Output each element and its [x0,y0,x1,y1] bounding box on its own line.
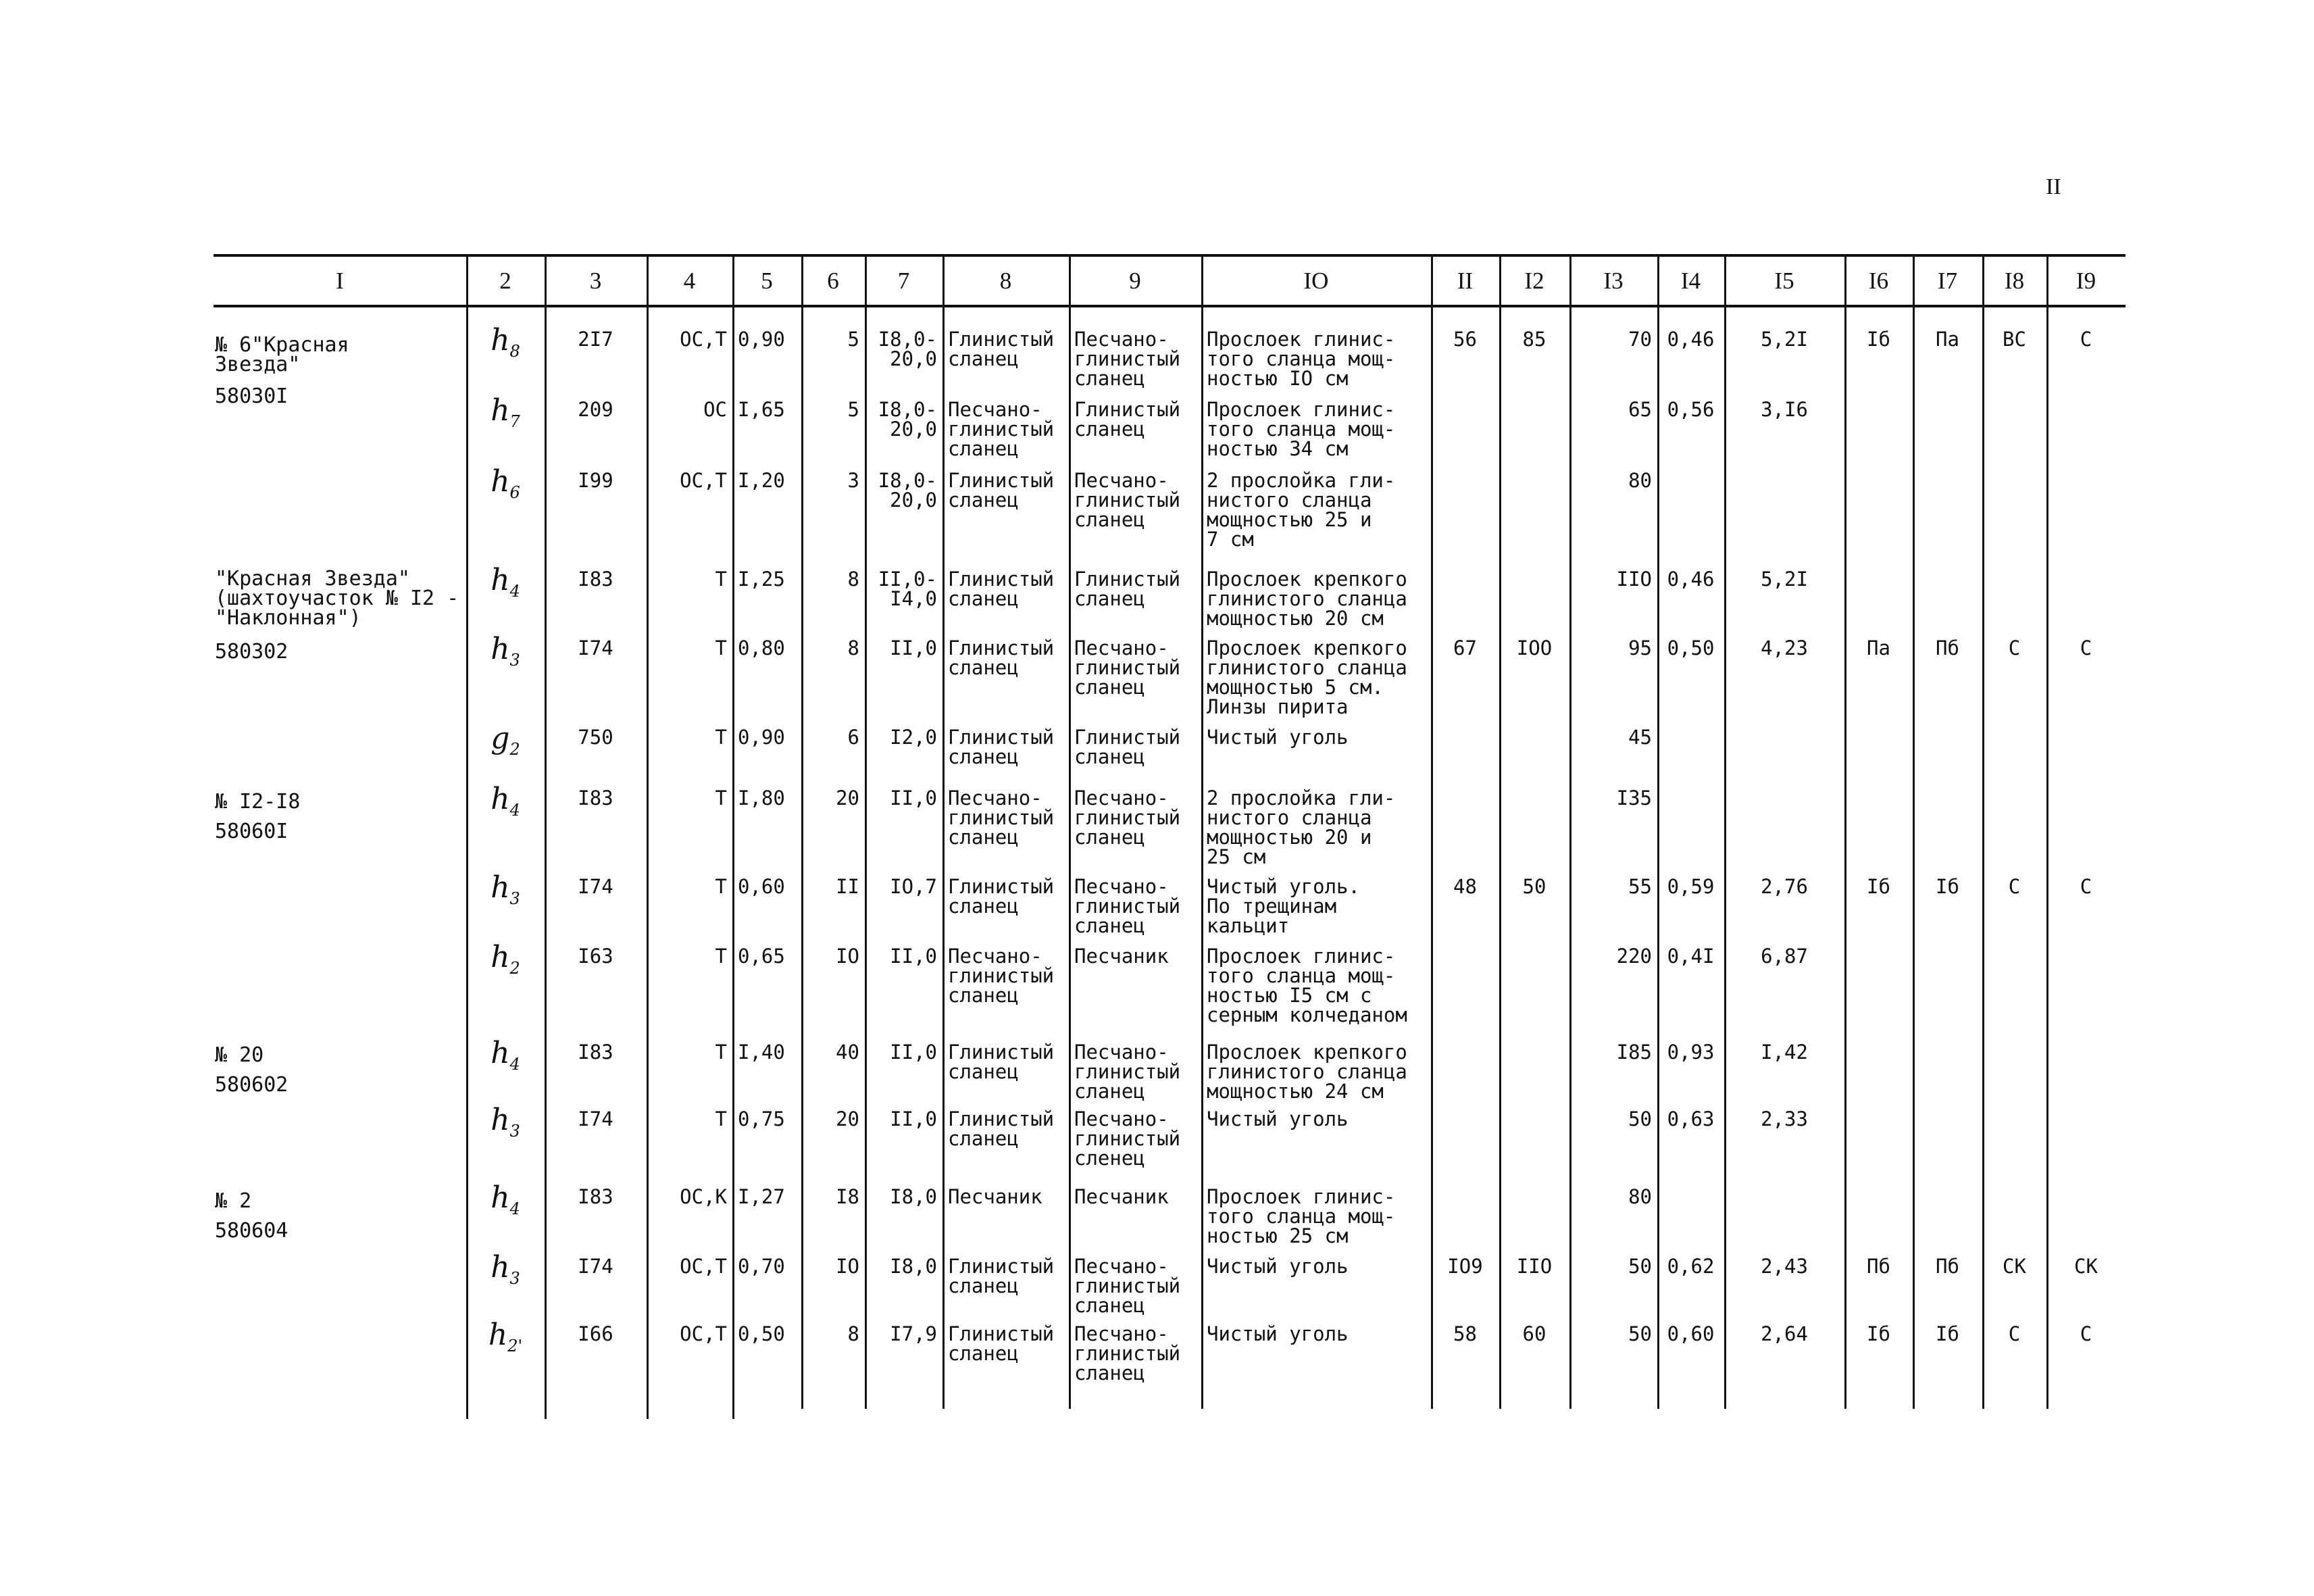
cell-col-10: Чистый уголь [1207,1322,1349,1345]
column-divider [1201,255,1203,1409]
cell-col-10: Прослоек крепкого глинистого сланца мощностью 24 см [1207,1041,1407,1103]
cell-col-8: Глинистый сланец [948,1107,1055,1150]
cell-col-18: ВС [2003,328,2026,351]
column-header-18: I8 [2004,268,2025,294]
seam-index [466,1320,545,1361]
cell-col-16: Па [1867,637,1890,659]
seam-index [466,323,545,366]
cell-col-8: Песчано- глинистый сланец [948,787,1055,849]
cell-col-10: Чистый уголь [1207,726,1349,749]
cell-col-4: ОС,К [680,1185,727,1208]
cell-col-6: IO [836,945,859,968]
cell-col-6: 6 [847,726,859,749]
cell-col-10: Прослоек глинис- того сланца мощ- ностью 25 см [1207,1185,1396,1247]
column-divider [1657,255,1659,1409]
column-divider [545,255,547,1419]
cell-col-11: 58 [1453,1322,1477,1345]
cell-col-4: Т [715,875,727,898]
seam-subscript: 8 [509,341,520,361]
cell-col-13: 50 [1628,1107,1652,1130]
column-divider [942,255,945,1409]
seam-letter: h [491,323,510,357]
column-header-13: I3 [1603,268,1624,294]
cell-col-14: 0,4I [1667,945,1715,968]
column-header-10: IO [1303,268,1329,294]
cell-col-6: 8 [847,637,859,659]
cell-col-19: С [2080,637,2092,659]
seam-subscript: 6 [509,482,520,502]
cell-col-11: 48 [1453,875,1477,898]
cell-col-10: Чистый уголь. По трещинам кальцит [1207,875,1360,937]
cell-col-3: I63 [578,945,613,968]
seam-subscript: 3 [509,1121,520,1141]
seam-index [466,634,545,675]
cell-col-11: IO9 [1447,1255,1483,1278]
seam-subscript: 2 [509,739,520,759]
cell-col-11: 56 [1453,328,1477,351]
column-header-19: I9 [2076,268,2096,294]
cell-col-13: 65 [1628,398,1652,421]
cell-col-6: IO [836,1255,859,1278]
cell-col-16: Пб [1867,1255,1890,1278]
cell-col-5: 0,70 [738,1255,785,1278]
cell-col-8: Глинистый сланец [948,726,1055,768]
cell-col-7: II,0 [890,945,937,968]
cell-col-10: Чистый уголь [1207,1107,1349,1130]
seam-letter: h [491,464,510,499]
column-divider [1724,255,1726,1409]
cell-col-13: 55 [1628,875,1652,898]
seam-subscript: 4 [509,800,520,820]
cell-col-13: 70 [1628,328,1652,351]
seam-subscript: 3 [509,889,520,908]
seam-letter: h [491,1250,510,1285]
cell-col-15: 2,43 [1761,1255,1808,1278]
column-header-3: 3 [589,268,602,294]
cell-col-7: IO,7 [890,875,937,898]
cell-col-14: 0,63 [1667,1107,1715,1130]
cell-col-5: 0,60 [738,875,785,898]
cell-col-13: 220 [1616,945,1652,968]
cell-col-14: 0,46 [1667,328,1715,351]
cell-col-6: 8 [847,568,859,591]
cell-col-7: II,0- I4,0 [878,568,937,610]
cell-col-19: С [2080,875,2092,898]
cell-col-8: Песчано- глинистый сланец [948,945,1055,1007]
cell-col-16: Iб [1867,328,1890,351]
cell-col-12: 50 [1522,875,1546,898]
column-divider [1069,255,1071,1409]
cell-col-13: 80 [1628,469,1652,492]
cell-col-19: СК [2074,1255,2098,1278]
cell-col-4: ОС,Т [680,328,727,351]
cell-col-6: 20 [836,787,859,809]
column-header-16: I6 [1868,268,1889,294]
cell-col-15: 3,I6 [1761,398,1808,421]
cell-col-16: Iб [1867,875,1890,898]
cell-col-9: Песчано- глинистый сленец [1074,1107,1181,1170]
cell-col-3: 2I7 [578,328,613,351]
column-header-1: I [336,268,344,294]
cell-col-6: 5 [847,328,859,351]
cell-col-17: Iб [1936,875,1959,898]
seam-index [466,563,545,606]
cell-col-3: I74 [578,1107,613,1130]
column-divider [1982,255,1984,1409]
cell-col-13: 50 [1628,1255,1652,1278]
column-divider [1569,255,1571,1409]
cell-col-4: ОС,Т [680,469,727,492]
mine-code: 58060I [215,820,288,843]
cell-col-6: 3 [847,469,859,492]
cell-col-8: Глинистый сланец [948,1041,1055,1083]
seam-letter: h [491,1103,510,1137]
column-divider [865,255,867,1409]
cell-col-3: I83 [578,787,613,809]
seam-letter: g [491,721,510,755]
seam-index [466,721,545,764]
cell-col-11: 67 [1453,637,1477,659]
seam-letter: h [491,632,510,666]
column-header-14: I4 [1680,268,1701,294]
seam-index [466,464,545,507]
cell-col-6: 40 [836,1041,859,1064]
cell-col-18: С [2008,637,2021,659]
cell-col-14: 0,62 [1667,1255,1715,1278]
cell-col-13: 95 [1628,637,1652,659]
column-header-7: 7 [897,268,910,294]
cell-col-14: 0,50 [1667,637,1715,659]
cell-col-14: 0,59 [1667,875,1715,898]
cell-col-9: Песчано- глинистый сланец [1074,328,1181,390]
cell-col-17: Пб [1936,637,1959,659]
cell-col-14: 0,46 [1667,568,1715,591]
mine-code: 580602 [215,1073,288,1097]
seam-index [466,1180,545,1224]
cell-col-8: Песчаник [948,1185,1042,1208]
cell-col-5: 0,80 [738,637,785,659]
cell-col-3: 750 [578,726,613,749]
cell-col-18: С [2008,875,2021,898]
cell-col-8: Глинистый сланец [948,469,1055,512]
cell-col-12: IIO [1516,1255,1553,1278]
cell-col-7: I8,0- 20,0 [878,328,937,370]
cell-col-16: Iб [1867,1322,1890,1345]
mine-name: № I2-I8 [215,790,301,814]
cell-col-8: Глинистый сланец [948,568,1055,610]
cell-col-10: Прослоек крепкого глинистого сланца мощностью 5 см. Линзы пирита [1207,637,1407,718]
mine-name: № 6"Красная Звезда" [215,333,349,376]
column-divider [2046,255,2048,1409]
cell-col-9: Глинистый сланец [1074,568,1181,610]
seam-subscript: 2 [509,958,520,978]
cell-col-15: 4,23 [1761,637,1808,659]
cell-col-7: I2,0 [890,726,937,749]
seam-index [466,870,545,914]
column-header-2: 2 [499,268,511,294]
cell-col-5: 0,65 [738,945,785,968]
cell-col-9: Песчано- глинистый сланец [1074,637,1181,699]
cell-col-10: 2 прослойка гли- нистого сланца мощностью 20 и 25 см [1207,787,1396,868]
cell-col-7: II,0 [890,787,937,809]
cell-col-12: 60 [1522,1322,1546,1345]
seam-letter: h [491,782,510,816]
cell-col-8: Глинистый сланец [948,1255,1055,1297]
cell-col-15: 6,87 [1761,945,1808,968]
cell-col-4: Т [715,1107,727,1130]
cell-col-10: Прослоек крепкого глинистого сланца мощностью 20 см [1207,568,1407,630]
cell-col-8: Глинистый сланец [948,1322,1055,1365]
mine-name: № 2 [215,1189,252,1213]
cell-col-13: I85 [1616,1041,1652,1064]
cell-col-9: Песчаник [1074,1185,1169,1208]
cell-col-4: Т [715,726,727,749]
cell-col-3: I66 [578,1322,613,1345]
seam-letter: h [491,393,510,428]
column-divider [1844,255,1846,1409]
cell-col-8: Глинистый сланец [948,637,1055,679]
seam-letter: h [491,563,510,597]
seam-index [466,1105,545,1146]
cell-col-13: 45 [1628,726,1652,749]
cell-col-3: I74 [578,875,613,898]
seam-subscript: 3 [509,650,520,670]
cell-col-19: С [2080,328,2092,351]
cell-col-8: Глинистый сланец [948,875,1055,918]
seam-letter: h [488,1318,508,1352]
cell-col-7: I8,0- 20,0 [878,469,937,512]
cell-col-15: 2,64 [1761,1322,1808,1345]
cell-col-5: I,25 [738,568,785,591]
cell-col-13: 50 [1628,1322,1652,1345]
cell-col-3: I83 [578,1185,613,1208]
column-divider [1499,255,1501,1409]
cell-col-15: 5,2I [1761,568,1808,591]
cell-col-12: IOO [1516,637,1553,659]
cell-col-9: Глинистый сланец [1074,726,1181,768]
cell-col-9: Глинистый сланец [1074,398,1181,441]
mine-code: 58030I [215,384,288,408]
cell-col-8: Песчано- глинистый сланец [948,398,1055,460]
seam-letter: h [491,1036,510,1070]
cell-col-6: 5 [847,398,859,421]
cell-col-7: I8,0- 20,0 [878,398,937,441]
mine-code: 580302 [215,640,288,664]
cell-col-6: 8 [847,1322,859,1345]
column-divider [647,255,649,1419]
seam-letter: h [491,870,510,905]
column-header-6: 6 [827,268,839,294]
cell-col-13: 80 [1628,1185,1652,1208]
cell-col-4: Т [715,1041,727,1064]
cell-col-7: II,0 [890,1107,937,1130]
seam-index [466,1250,545,1293]
cell-col-9: Песчано- глинистый сланец [1074,787,1181,849]
cell-col-14: 0,56 [1667,398,1715,421]
cell-col-15: 2,76 [1761,875,1808,898]
cell-col-7: I8,0 [890,1255,937,1278]
cell-col-5: 0,90 [738,328,785,351]
cell-col-13: I35 [1616,787,1652,809]
column-header-11: II [1457,268,1474,294]
cell-col-9: Песчано- глинистый сланец [1074,469,1181,531]
cell-col-3: I74 [578,1255,613,1278]
cell-col-3: I74 [578,637,613,659]
cell-col-5: I,40 [738,1041,785,1064]
cell-col-3: 209 [578,398,613,421]
cell-col-15: 2,33 [1761,1107,1808,1130]
cell-col-3: I83 [578,568,613,591]
cell-col-17: Пб [1936,1255,1959,1278]
cell-col-17: Па [1936,328,1959,351]
seam-index [466,393,545,437]
cell-col-12: 85 [1522,328,1546,351]
column-header-17: I7 [1937,268,1958,294]
seam-subscript: 2' [507,1336,523,1355]
cell-col-7: I8,0 [890,1185,937,1208]
cell-col-5: I,80 [738,787,785,809]
cell-col-6: 20 [836,1107,859,1130]
cell-col-8: Глинистый сланец [948,328,1055,370]
cell-col-4: ОС [703,398,727,421]
cell-col-9: Песчано- глинистый сланец [1074,1322,1181,1385]
cell-col-6: I8 [836,1185,859,1208]
column-divider [1431,255,1433,1409]
mine-name: № 20 [215,1043,264,1067]
cell-col-15: 5,2I [1761,328,1808,351]
cell-col-7: I7,9 [890,1322,937,1345]
column-header-9: 9 [1129,268,1141,294]
cell-col-5: I,20 [738,469,785,492]
table-top-rule [213,254,2126,257]
seam-subscript: 4 [509,581,520,601]
cell-col-5: 0,90 [738,726,785,749]
mine-code: 580604 [215,1219,288,1243]
cell-col-6: II [836,875,859,898]
cell-col-4: Т [715,637,727,659]
cell-col-10: 2 прослойка гли- нистого сланца мощностью 25 и 7 см [1207,469,1396,551]
seam-index [466,940,545,983]
seam-index [466,784,545,825]
cell-col-18: С [2008,1322,2021,1345]
cell-col-7: II,0 [890,1041,937,1064]
cell-col-10: Чистый уголь [1207,1255,1349,1278]
seam-index [466,1036,545,1079]
column-divider [732,255,734,1419]
seam-subscript: 7 [509,412,520,431]
cell-col-4: ОС,Т [680,1322,727,1345]
cell-col-10: Прослоек глинис- того сланца мощ- ностью I5 см с серным колчеданом [1207,945,1407,1026]
cell-col-10: Прослоек глинис- того сланца мощ- ностью IO см [1207,328,1396,390]
table-header-rule [213,305,2126,307]
cell-col-17: Iб [1936,1322,1959,1345]
cell-col-3: I99 [578,469,613,492]
cell-col-4: Т [715,945,727,968]
column-divider [1913,255,1915,1409]
seam-subscript: 4 [509,1054,520,1074]
cell-col-4: Т [715,787,727,809]
column-header-4: 4 [683,268,696,294]
cell-col-5: 0,75 [738,1107,785,1130]
cell-col-15: I,42 [1761,1041,1808,1064]
cell-col-5: 0,50 [738,1322,785,1345]
column-header-15: I5 [1774,268,1794,294]
cell-col-7: II,0 [890,637,937,659]
column-header-8: 8 [999,268,1012,294]
cell-col-3: I83 [578,1041,613,1064]
cell-col-9: Песчано- глинистый сланец [1074,1041,1181,1103]
cell-col-9: Песчаник [1074,945,1169,968]
seam-letter: h [491,1180,510,1215]
cell-col-9: Песчано- глинистый сланец [1074,875,1181,937]
seam-subscript: 4 [509,1199,520,1218]
column-header-12: I2 [1524,268,1544,294]
cell-col-9: Песчано- глинистый сланец [1074,1255,1181,1317]
cell-col-4: Т [715,568,727,591]
cell-col-18: СК [2003,1255,2026,1278]
column-divider [801,255,803,1409]
cell-col-14: 0,60 [1667,1322,1715,1345]
page-number: II [2046,174,2061,199]
cell-col-5: I,65 [738,398,785,421]
mine-name: "Красная Звезда" (шахтоучасток № I2 - "Наклонная") [215,567,459,630]
column-header-5: 5 [761,268,773,294]
cell-col-5: I,27 [738,1185,785,1208]
seam-subscript: 3 [509,1268,520,1288]
cell-col-4: ОС,Т [680,1255,727,1278]
cell-col-19: С [2080,1322,2092,1345]
cell-col-13: IIO [1616,568,1652,591]
cell-col-14: 0,93 [1667,1041,1715,1064]
cell-col-10: Прослоек глинис- того сланца мощ- ностью 34 см [1207,398,1396,460]
seam-letter: h [491,940,510,974]
